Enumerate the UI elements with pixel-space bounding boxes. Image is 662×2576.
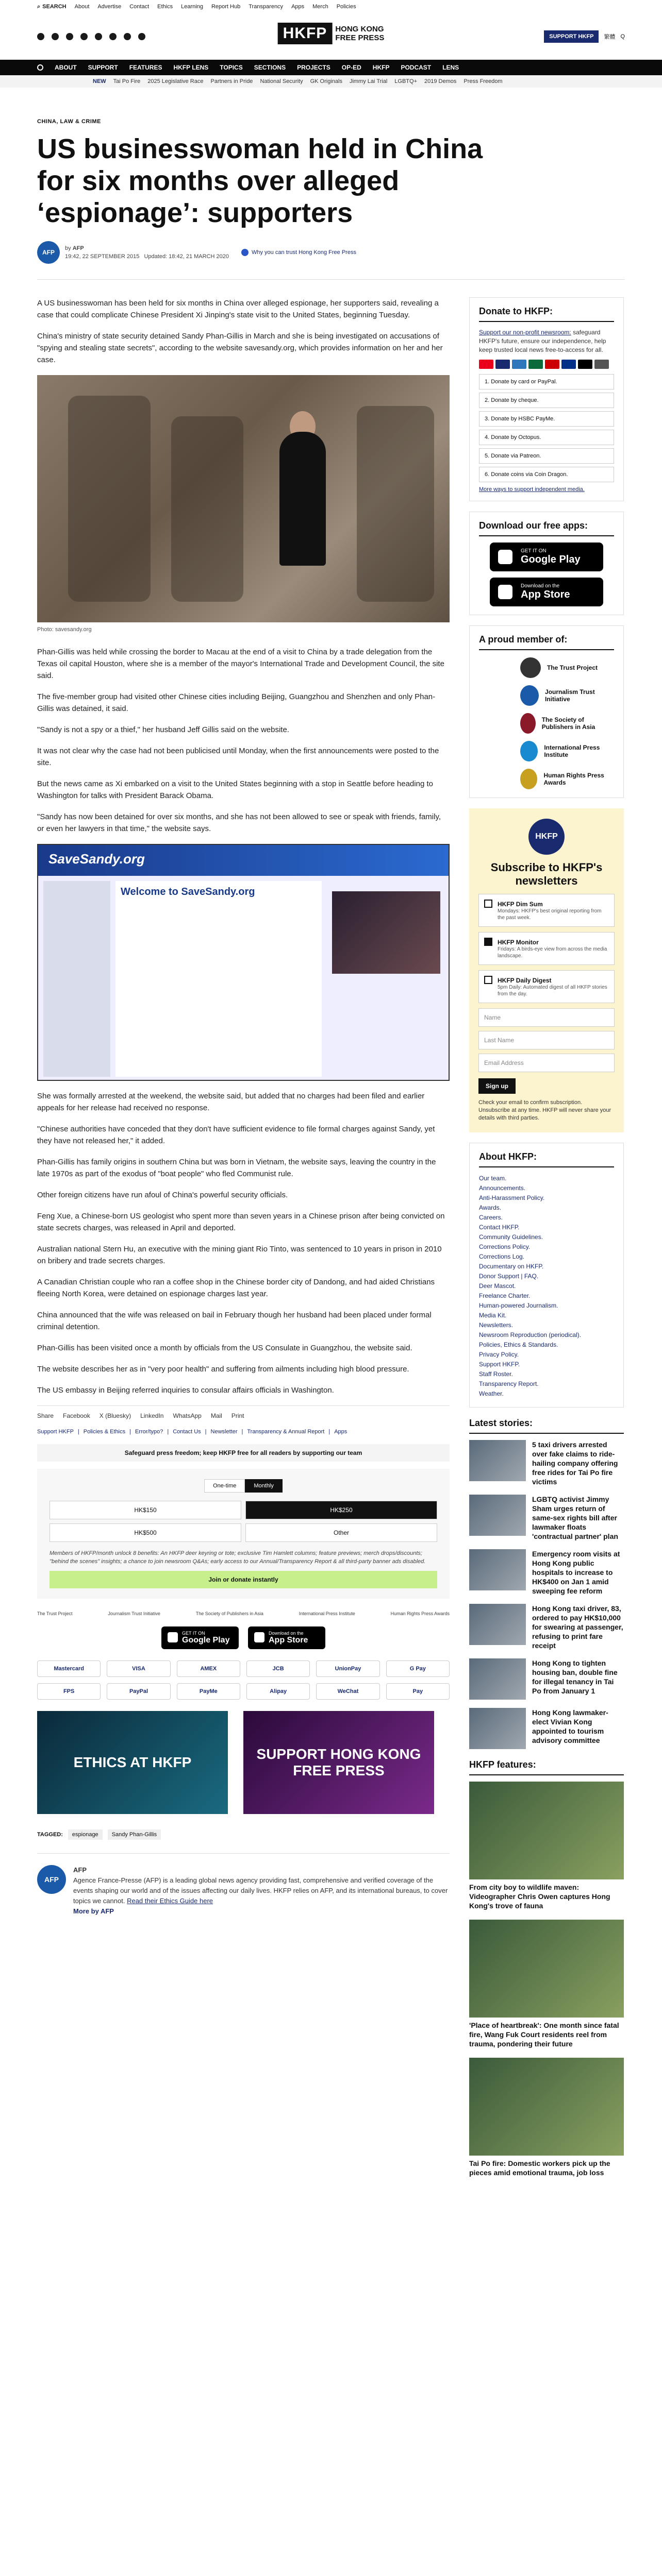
nav-item[interactable]: FEATURES: [129, 64, 162, 71]
tag-link[interactable]: espionage: [68, 1829, 103, 1840]
paragraph: "Sandy has now been detained for over six months, and she has not been allowed to see or speak with friends, family, or even her lawyers in that time," the website says.: [37, 812, 441, 833]
paragraph: Phan-Gillis was held while crossing the border to Macau at the end of a visit to China by a trade delegation from the Texas oil capital Houston, where she is a member of the mayor's International Trade and Development Council, the site said.: [37, 648, 444, 680]
about-link[interactable]: Careers.: [479, 1214, 503, 1221]
author-name[interactable]: AFP: [72, 245, 84, 251]
donate-tabs: [49, 1479, 437, 1493]
topbar-link[interactable]: Apps: [291, 4, 305, 10]
social-links: [37, 33, 145, 40]
member-icon: [520, 713, 536, 734]
footer-link[interactable]: Error/typo?: [135, 1429, 163, 1435]
about-list: [479, 1174, 614, 1399]
about-link[interactable]: Our team.: [479, 1175, 507, 1182]
support-hkfp-button[interactable]: SUPPORT HKFP: [544, 30, 599, 43]
article-title: US businesswoman held in China for six months over alleged ‘espionage’: supporters: [37, 133, 483, 228]
nav-item[interactable]: HKFP: [372, 64, 390, 71]
share-linkedin[interactable]: LinkedIn: [140, 1412, 164, 1419]
jcb-icon: JCB: [246, 1660, 310, 1677]
topbar-link[interactable]: Advertise: [97, 4, 122, 10]
support-banner[interactable]: SUPPORT HONG KONG FREE PRESS: [243, 1711, 434, 1814]
latest-stories: [469, 1418, 624, 1749]
visa-icon: VISA: [107, 1660, 170, 1677]
checkbox[interactable]: [484, 938, 492, 946]
trust-link[interactable]: Why you can trust Hong Kong Free Press: [241, 249, 356, 256]
topbar-link[interactable]: Learning: [181, 4, 203, 10]
google-play-button[interactable]: GET IT ON Google Play: [161, 1626, 239, 1649]
feature-image[interactable]: [469, 2058, 624, 2156]
trending-link[interactable]: 2019 Demos: [424, 78, 457, 84]
about-link[interactable]: Weather.: [479, 1390, 504, 1397]
nav-item[interactable]: SECTIONS: [254, 64, 286, 71]
story-title[interactable]: Hong Kong taxi driver, 83, ordered to pay HK$10,000 for swearing at passenger, refusing to print fare receipt: [532, 1604, 623, 1650]
trending-link[interactable]: Jimmy Lai Trial: [349, 78, 388, 84]
about-link[interactable]: Privacy Policy.: [479, 1351, 519, 1358]
paragraph: China announced that the wife was released on bail in February though her husband had been placed under formal criminal detention.: [37, 1311, 432, 1331]
safeguard-banner[interactable]: Safeguard press freedom; keep HKFP free for all readers by supporting our team: [37, 1444, 450, 1462]
ethics-banner[interactable]: ETHICS AT HKFP: [37, 1711, 228, 1814]
tags: TAGGED: espionage Sandy Phan-Gillis: [37, 1829, 450, 1840]
features-title: HKFP features:: [469, 1759, 624, 1775]
nav-item[interactable]: HKFP LENS: [173, 64, 209, 71]
paragraph: "Chinese authorities have conceded that they don't have sufficient evidence to file formal charges against Sandy, yet they have not released her," it added.: [37, 1125, 435, 1145]
updated-date: Updated: 18:42, 21 MARCH 2020: [144, 253, 229, 260]
card-icons: [479, 360, 614, 369]
member-item[interactable]: Human Rights Press Awards: [520, 769, 614, 789]
about-link[interactable]: Corrections Log.: [479, 1253, 525, 1260]
about-link[interactable]: Newsletters.: [479, 1321, 514, 1329]
story-item[interactable]: [469, 1708, 624, 1749]
nav-item[interactable]: PROJECTS: [297, 64, 330, 71]
about-title: About HKFP:: [479, 1151, 614, 1167]
member-item[interactable]: The Society of Publishers in Asia: [520, 713, 614, 734]
about-link[interactable]: Contact HKFP.: [479, 1224, 520, 1231]
payme-icon: PayMe: [177, 1683, 240, 1700]
wechat-icon: WeChat: [316, 1683, 379, 1700]
story-title[interactable]: Hong Kong to tighten housing ban, double fine for illegal tenancy in Tai Po from January 1: [532, 1659, 618, 1695]
newsletter-option[interactable]: HKFP Daily Digest 5pm Daily: Automated digest of all HKFP stories from the day.: [478, 970, 615, 1003]
donate-amounts: [49, 1501, 437, 1542]
story-item[interactable]: [469, 1440, 624, 1486]
facebook-icon[interactable]: [37, 33, 44, 40]
story-title[interactable]: Emergency room visits at Hong Kong public hospitals to increase to HK$400 on Jan 1 amid sweeping fee reform: [532, 1550, 620, 1595]
article-body: [37, 280, 450, 1917]
gpay-icon: [594, 360, 609, 369]
trending-link[interactable]: Tai Po Fire: [113, 78, 141, 84]
share-facebook[interactable]: Facebook: [63, 1412, 90, 1419]
donate-widget: [37, 1469, 450, 1599]
apple-icon: [498, 585, 512, 599]
features-box: [469, 1759, 624, 2177]
member-item[interactable]: Journalism Trust Initiative: [520, 685, 614, 706]
tab-one-time[interactable]: One-time: [204, 1479, 245, 1493]
apps-title: Download our free apps:: [479, 520, 614, 536]
donate-note: Members of HKFP/month unlock 8 benefits: An HKFP deer keyring or tote; exclusive Tim Hamlett columns; feature previews; merch drops/discounts; "behind the scenes" insights; a chance to join newsroom Q&As; early access to our Annual/Transparency Report & all third-party banner ads disabled.: [49, 1550, 426, 1565]
logo-mark: HKFP: [278, 23, 333, 44]
trending-bar: [0, 75, 662, 88]
paragraph: Phan-Gillis has been visited once a month by officials from the US Consulate in Guangzhou, the website said.: [37, 1344, 412, 1352]
publish-date: 19:42, 22 SEPTEMBER 2015: [65, 253, 140, 260]
member-icon: [520, 657, 541, 678]
threads-icon[interactable]: [80, 33, 88, 40]
paragraph: A US businesswoman has been held for six months in China over alleged espionage, her supporters said, revealing a case that could complicate Chinese President Xi Jinping's state visit to the United States, beginning Tuesday.: [37, 299, 439, 319]
payment-methods: [37, 1660, 450, 1700]
story-thumbnail[interactable]: [469, 1495, 526, 1536]
checkbox[interactable]: [484, 900, 492, 908]
rss-icon[interactable]: [138, 33, 145, 40]
members-box: [469, 625, 624, 798]
article-header: [0, 88, 662, 264]
about-link[interactable]: Transparency Report.: [479, 1380, 539, 1387]
latest-list: [469, 1440, 624, 1749]
screenshot-banner: SaveSandy.org: [38, 845, 449, 876]
paragraph: Feng Xue, a Chinese-born US geologist who spent more than seven years in a Chinese prison after being convicted on state secrets charges, was released in April and deported.: [37, 1212, 445, 1232]
about-link[interactable]: Announcements.: [479, 1184, 526, 1192]
nav-item[interactable]: OP-ED: [341, 64, 361, 71]
nav-item[interactable]: LENS: [442, 64, 459, 71]
linkedin-icon[interactable]: [109, 33, 117, 40]
members-title: A proud member of:: [479, 634, 614, 650]
trending-link[interactable]: Press Freedom: [464, 78, 503, 84]
article-category[interactable]: CHINA, LAW & CRIME: [37, 118, 101, 125]
paragraph: She was formally arrested at the weekend, the website said, but added that no charges had been filed and earlier appeals for her release had received no response.: [37, 1092, 425, 1112]
paypal-icon: [561, 360, 576, 369]
logo-words: HONG KONG FREE PRESS: [335, 25, 385, 42]
mastercard-icon: [479, 360, 493, 369]
apps-box: [469, 512, 624, 615]
apple-icon: [254, 1632, 264, 1642]
donate-method[interactable]: 5. Donate via Patreon.: [479, 448, 614, 464]
paragraph: The five-member group had visited other Chinese cities including Beijing, Guangzhou and Shenzhen and only Phan-Gillis was detained, it said.: [37, 692, 436, 713]
newsletter-option[interactable]: HKFP Dim Sum Mondays: HKFP's best original reporting from the past week.: [478, 894, 615, 927]
nav-item[interactable]: TOPICS: [220, 64, 243, 71]
topbar-link[interactable]: Merch: [312, 4, 328, 10]
story-thumbnail[interactable]: [469, 1440, 526, 1481]
amex-icon: [512, 360, 526, 369]
play-icon: [168, 1632, 178, 1642]
about-link[interactable]: Donor Support | FAQ.: [479, 1273, 539, 1280]
tag-link[interactable]: Sandy Phan-Gillis: [108, 1829, 161, 1840]
story-title[interactable]: LGBTQ activist Jimmy Sham urges return of same-sex rights bill after lawmaker floats 'contractual partner' plan: [532, 1495, 618, 1540]
gpay-icon: G Pay: [386, 1660, 450, 1677]
about-link[interactable]: Documentary on HKFP.: [479, 1263, 544, 1270]
app-store-button[interactable]: Download on the App Store: [248, 1626, 325, 1649]
share-x[interactable]: X (Bluesky): [99, 1412, 131, 1419]
new-label: NEW: [93, 78, 106, 84]
about-link[interactable]: Staff Roster.: [479, 1370, 513, 1378]
footer-link[interactable]: Contact Us: [173, 1429, 201, 1435]
share-mail[interactable]: Mail: [210, 1412, 222, 1419]
main-nav: [0, 60, 662, 75]
share-print[interactable]: Print: [231, 1412, 244, 1419]
about-link[interactable]: Media Kit.: [479, 1312, 507, 1319]
amount-option[interactable]: HK$500: [49, 1523, 241, 1542]
visa-icon: [495, 360, 510, 369]
topbar-link[interactable]: About: [74, 4, 90, 10]
paragraph: China's ministry of state security detained Sandy Phan-Gillis in March and she is being investigated on accusations of "spying and stealing state secrets", according to the website savesandy.org, which provides information on her and her case.: [37, 332, 443, 364]
search-link[interactable]: ⌕ SEARCH: [37, 3, 67, 10]
trending-link[interactable]: National Security: [260, 78, 303, 84]
footer-link[interactable]: Transparency & Annual Report: [247, 1429, 325, 1435]
author-box: [37, 1853, 450, 1917]
donate-method[interactable]: 1. Donate by card or PayPal.: [479, 374, 614, 389]
story-title[interactable]: 5 taxi drivers arrested over fake claims to ride-hailing company offering free rides for Tai Po fire victims: [532, 1440, 618, 1486]
topbar-link[interactable]: Report Hub: [211, 4, 241, 10]
paragraph: The US embassy in Beijing referred inquiries to consular affairs officials in Washington.: [37, 1386, 334, 1395]
feature-image[interactable]: [469, 1782, 624, 1879]
nav-item[interactable]: PODCAST: [401, 64, 432, 71]
member-logo: The Society of Publishers in Asia: [195, 1611, 263, 1616]
support-link[interactable]: Support our non-profit newsroom:: [479, 329, 571, 336]
story-thumbnail[interactable]: [469, 1604, 526, 1645]
tab-monthly[interactable]: Monthly: [245, 1479, 283, 1493]
feature-title[interactable]: Tai Po fire: Domestic workers pick up the pieces amid emotional trauma, job loss: [469, 2159, 610, 2177]
utility-bar: [0, 0, 662, 13]
about-link[interactable]: Newsroom Reproduction (periodical).: [479, 1331, 582, 1338]
sidebar-app-store-button[interactable]: Download on the App Store: [490, 578, 603, 606]
member-logo: The Trust Project: [37, 1611, 73, 1616]
paragraph: A Canadian Christian couple who ran a coffee shop in the Chinese border city of Dandong, and had aided Christians fleeing North Korea, were detained on espionage charges last year.: [37, 1278, 435, 1298]
topbar-link[interactable]: Transparency: [249, 4, 284, 10]
donate-methods: [479, 374, 614, 482]
donate-method[interactable]: 6. Donate coins via Coin Dragon.: [479, 467, 614, 482]
site-logo[interactable]: [278, 23, 385, 44]
join-button[interactable]: Join or donate instantly: [49, 1571, 437, 1588]
author-bio: AFP Agence France-Presse (AFP) is a leading global news agency providing fast, comprehensive and verified coverage of the events shaping our world and of the issues affecting our daily lives. HKFP relies on AFP, and its international bureaus, to cover topics we cannot. Read their Ethics Guide here More by AFP: [73, 1866, 448, 1915]
donate-method[interactable]: 4. Donate by Octopus.: [479, 430, 614, 445]
trending-link[interactable]: GK Originals: [310, 78, 342, 84]
play-icon: [498, 550, 512, 564]
story-item[interactable]: [469, 1658, 624, 1700]
telegram-icon[interactable]: [124, 33, 131, 40]
x-icon[interactable]: [52, 33, 59, 40]
site-header: [0, 13, 662, 60]
feature-title[interactable]: 'Place of heartbreak': One month since fatal fire, Wang Fuk Court residents reel from trauma, pondering their future: [469, 2021, 619, 2048]
about-link[interactable]: Policies, Ethics & Standards.: [479, 1341, 558, 1348]
footer-link[interactable]: Policies & Ethics: [83, 1429, 126, 1435]
promo-banners: [37, 1711, 450, 1814]
about-link[interactable]: Anti-Harassment Policy.: [479, 1194, 545, 1201]
paragraph: The website describes her as in "very poor health" and suffering from ailments including high blood pressure.: [37, 1365, 409, 1374]
screenshot-welcome: Welcome to SaveSandy.org: [121, 886, 255, 897]
donate-method[interactable]: 2. Donate by cheque.: [479, 393, 614, 408]
newsletter-box: [469, 808, 624, 1132]
first-name-field[interactable]: Name: [478, 1008, 615, 1027]
donate-box: Donate to HKFP: Support our non-profit newsroom: safeguard HKFP's future, ensure our independence, help keep trusted local news free-to-access for all. 1. Donate by card or PayPal. 2. Donate by cheque. 3. Donate by HSBC PayMe. 4. Donate by Octopus. 5. Donate via Patreon. 6. Donate coins via Coin Dragon. More ways to support independent media.: [469, 297, 624, 501]
story-thumbnail[interactable]: [469, 1708, 526, 1749]
newsletter-option[interactable]: HKFP Monitor Fridays: A birds-eye view from across the media landscape.: [478, 932, 615, 965]
donate-method[interactable]: 3. Donate by HSBC PayMe.: [479, 411, 614, 427]
jcb-icon: [528, 360, 543, 369]
about-link[interactable]: Freelance Charter.: [479, 1292, 531, 1299]
member-icon: [520, 741, 538, 761]
sidebar-google-play-button[interactable]: GET IT ON Google Play: [490, 543, 603, 571]
paragraph: It was not clear why the case had not been publicised until Monday, when the first announcements were posted to the site.: [37, 747, 439, 767]
header-actions: [544, 30, 625, 43]
about-link[interactable]: Deer Mascot.: [479, 1282, 516, 1290]
instagram-icon[interactable]: [66, 33, 73, 40]
byline: [37, 241, 625, 264]
newsletter-logo: HKFP: [528, 819, 565, 855]
article-footer-links: Support HKFP | Policies & Ethics | Error/typo? | Contact Us | Newsletter | Transparency & Annual Report | Apps: [37, 1429, 347, 1435]
byline-meta: by AFP 19:42, 22 SEPTEMBER 2015 Updated: 18:42, 21 MARCH 2020: [65, 245, 229, 260]
amount-option[interactable]: HK$150: [49, 1501, 241, 1519]
story-item[interactable]: [469, 1604, 624, 1650]
paragraph: Phan-Gillis has family origins in southern China but was born in Vietnam, the website says, leaving the country in the late 1970s as part of the exodus of "boat people" who fled Communist rule.: [37, 1158, 436, 1178]
member-logo: International Press Institute: [299, 1611, 355, 1616]
paragraph: Australian national Stern Hu, an executive with the mining giant Rio Tinto, was sentenced to 10 years in prison in 2010 on bribery and trade secrets charges.: [37, 1245, 442, 1265]
footer-link[interactable]: Apps: [334, 1429, 347, 1435]
about-link[interactable]: Corrections Policy.: [479, 1243, 531, 1250]
checkbox[interactable]: [484, 976, 492, 984]
paragraph: But the news came as Xi embarked on a visit to the United States beginning with a stop in Seattle before heading to Washington for talks with President Barack Obama.: [37, 779, 433, 800]
member-logos-row: [37, 1611, 450, 1616]
article-photo: [37, 375, 450, 622]
share-whatsapp[interactable]: WhatsApp: [173, 1412, 202, 1419]
member-item[interactable]: International Press Institute: [520, 741, 614, 761]
more-ways-link[interactable]: More ways to support independent media.: [479, 486, 585, 493]
story-thumbnail[interactable]: [469, 1658, 526, 1700]
member-logo: Journalism Trust Initiative: [108, 1611, 160, 1616]
paypal-icon: PayPal: [107, 1683, 170, 1700]
about-link[interactable]: Human-powered Journalism.: [479, 1302, 558, 1309]
story-title[interactable]: Hong Kong lawmaker-elect Vivian Kong appointed to tourism advisory committee: [532, 1708, 608, 1744]
sidebar: [469, 280, 624, 2187]
last-name-field[interactable]: Last Name: [478, 1031, 615, 1049]
trending-link[interactable]: Partners in Pride: [210, 78, 253, 84]
latest-title: Latest stories:: [469, 1418, 624, 1434]
topbar-link[interactable]: Policies: [336, 4, 356, 10]
alipay-icon: Alipay: [246, 1683, 310, 1700]
topbar-link[interactable]: Ethics: [157, 4, 173, 10]
member-icon: [520, 769, 537, 789]
trending-link[interactable]: 2025 Legislative Race: [147, 78, 204, 84]
feature-image[interactable]: [469, 1920, 624, 2018]
story-item[interactable]: [469, 1549, 624, 1596]
amex-icon: AMEX: [177, 1660, 240, 1677]
unionpay-icon: [545, 360, 559, 369]
email-field[interactable]: Email Address: [478, 1054, 615, 1072]
website-screenshot: [37, 844, 450, 1081]
features-list: [469, 1782, 624, 2177]
about-link[interactable]: Community Guidelines.: [479, 1233, 543, 1241]
home-icon[interactable]: [37, 64, 43, 71]
header-search-icon[interactable]: Q: [620, 33, 625, 40]
newsletter-fine-print: Check your email to confirm subscription. Unsubscribe at any time. HKFP will never share your details with third parties.: [478, 1099, 611, 1121]
footer-link[interactable]: Support HKFP: [37, 1429, 74, 1435]
paragraph: "Sandy is not a spy or a thief," her husband Jeff Gillis said on the website.: [37, 725, 289, 734]
trust-icon: [241, 249, 249, 256]
photo-caption: Photo: savesandy.org: [37, 626, 92, 633]
ethics-guide-link[interactable]: Read their Ethics Guide here: [127, 1897, 213, 1905]
language-switch[interactable]: 繁體: [604, 33, 616, 40]
author-avatar[interactable]: AFP: [37, 241, 60, 264]
mastercard-icon: Mastercard: [37, 1660, 101, 1677]
nav-item[interactable]: ABOUT: [55, 64, 77, 71]
newsletter-title: Subscribe to HKFP's newsletters: [490, 861, 603, 887]
footer-link[interactable]: Newsletter: [210, 1429, 238, 1435]
search-icon: ⌕: [37, 3, 41, 10]
applepay-icon: Pay: [386, 1683, 450, 1700]
amount-option[interactable]: Other: [245, 1523, 437, 1542]
unionpay-icon: UnionPay: [316, 1660, 379, 1677]
more-by-author-link[interactable]: More by AFP: [73, 1907, 114, 1915]
topbar-link[interactable]: Contact: [129, 4, 150, 10]
feature-title[interactable]: From city boy to wildlife maven: Videographer Chris Owen captures Hong Kong's trove of fauna: [469, 1883, 610, 1910]
trending-link[interactable]: LGBTQ+: [394, 78, 418, 84]
about-box: [469, 1143, 624, 1408]
applepay-icon: [578, 360, 592, 369]
member-item[interactable]: The Trust Project: [520, 657, 614, 678]
story-thumbnail[interactable]: [469, 1549, 526, 1590]
author-box-avatar[interactable]: AFP: [37, 1865, 66, 1894]
member-icon: [520, 685, 539, 706]
author-box-name[interactable]: AFP: [73, 1866, 87, 1874]
member-logo: Human Rights Press Awards: [390, 1611, 450, 1616]
fps-icon: FPS: [37, 1683, 101, 1700]
paragraph: Other foreign citizens have run afoul of China's powerful security officials.: [37, 1191, 288, 1199]
share-bar: Share Facebook X (Bluesky) LinkedIn WhatsApp Mail Print: [37, 1405, 450, 1419]
app-badges: [37, 1626, 450, 1649]
signup-button[interactable]: Sign up: [478, 1078, 516, 1094]
about-link[interactable]: Awards.: [479, 1204, 502, 1211]
donate-title: Donate to HKFP:: [479, 306, 614, 322]
about-link[interactable]: Support HKFP.: [479, 1361, 520, 1368]
nav-item[interactable]: SUPPORT: [88, 64, 118, 71]
youtube-icon[interactable]: [95, 33, 102, 40]
story-item[interactable]: [469, 1495, 624, 1541]
amount-option[interactable]: HK$250: [245, 1501, 437, 1519]
